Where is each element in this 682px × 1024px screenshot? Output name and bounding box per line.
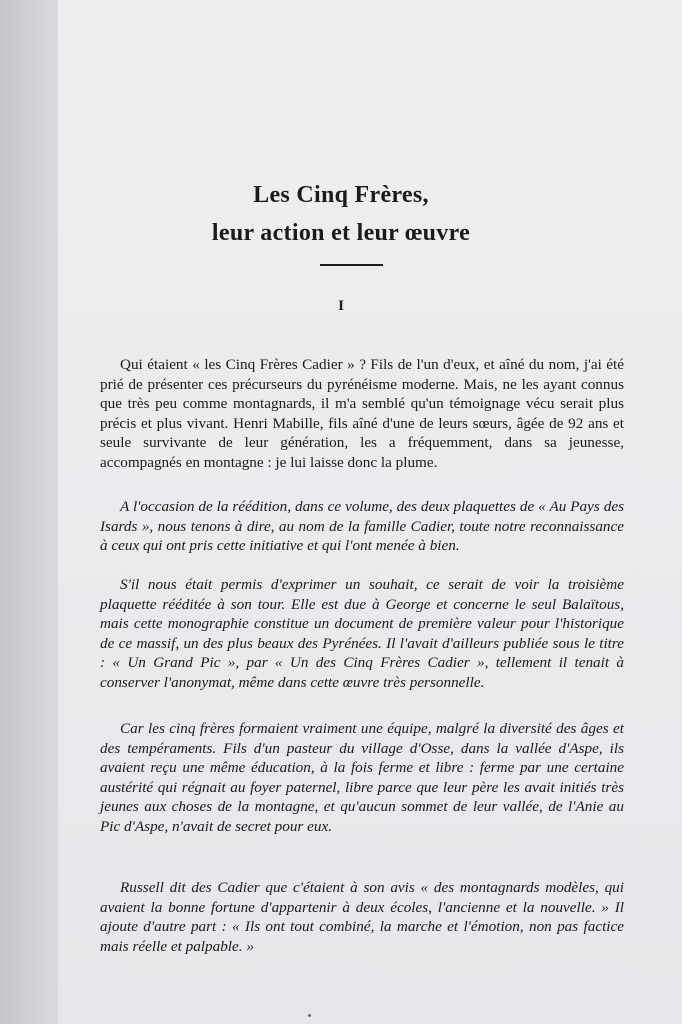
title-divider <box>320 264 383 266</box>
paragraph-4: Car les cinq frères formaient vraiment une équipe, malgré la diversité des âges et des tempéraments. Fils d'un pasteur du village d'Osse, dans la vallée d'Aspe, ils avaient reçu une même éducation, à la fois ferme et libre : ferme par une certaine austérité qui régnait au foyer paternel, libre parce que leur père les avait initiés très jeunes aux choses de la montagne, et qu'aucun sommet de leur vallée, de l'Anie au Pic d'Aspe, n'avait de secret pour eux. <box>100 720 624 835</box>
chapter-title-line-1: Les Cinq Frères, <box>253 182 429 208</box>
section-numeral: I <box>338 298 344 314</box>
page-speck <box>308 1014 311 1017</box>
paragraph-5: Russell dit des Cadier que c'étaient à son avis « des montagnards modèles, qui avaient la bonne fortune d'appartenir à deux écoles, l'ancienne et la nouvelle. » Il ajoute d'autre part : « Ils ont tout combiné, la marche et l'émotion, non pas factice mais réelle et palpable. » <box>100 879 624 955</box>
paragraph-1: Qui étaient « les Cinq Frères Cadier » ? Fils de l'un d'eux, et aîné du nom, j'ai été prié de présenter ces précurseurs du pyrénéisme moderne. Mais, ne les ayant connus que très peu comme montagnards, il m'a semblé qu'un témoignage vécu serait plus précis et plus vivant. Henri Mabille, fils aîné d'une de leurs sœurs, âgée de 92 ans et seule survivante de leur génération, les a fréquemment, dans sa jeunesse, accompagnés en montagne : je lui laisse donc la plume. <box>100 356 624 471</box>
paragraph-2: A l'occasion de la réédition, dans ce volume, des deux plaquettes de « Au Pays des Isards », nous tenons à dire, au nom de la famille Cadier, toute notre reconnaissance à ceux qui ont pris cette initiative et qui l'ont menée à bien. <box>100 498 624 555</box>
paragraph-3: S'il nous était permis d'exprimer un souhait, ce serait de voir la troisième plaquette rééditée à son tour. Elle est due à George et concerne le seul Balaïtous, mais cette monographie constitue un document de première valeur pour l'historique de ce massif, un des plus beaux des Pyrénées. Il l'avait d'ailleurs publiée sous le titre : « Un Grand Pic », par « Un des Cinq Frères Cadier », tellement il tenait à conserver l'anonymat, même dans cette œuvre très personnelle. <box>100 576 624 691</box>
chapter-title-line-2: leur action et leur œuvre <box>211 220 471 246</box>
